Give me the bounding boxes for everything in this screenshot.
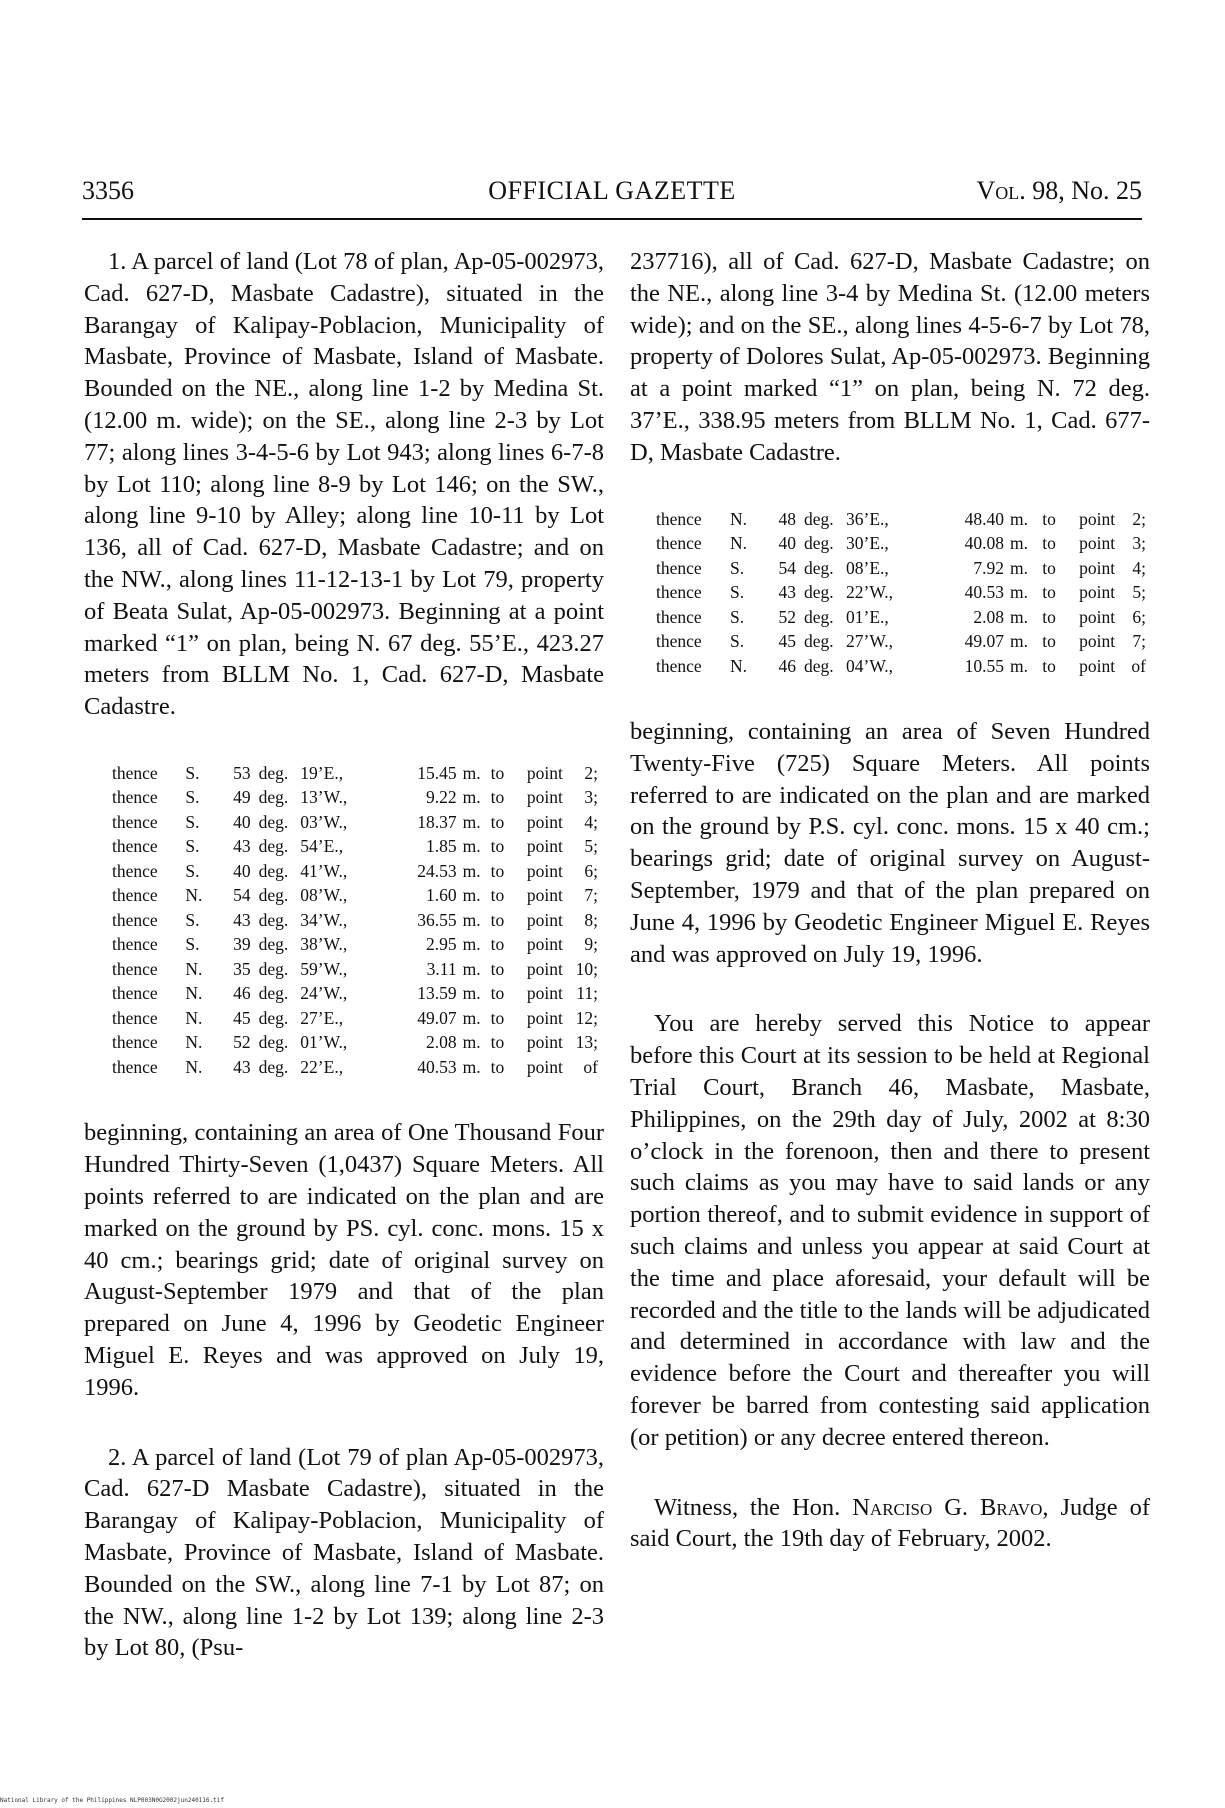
bearing-to: to — [490, 787, 505, 808]
bearing-dist: 2.08 — [973, 606, 1004, 627]
bearing-dir: S. — [730, 582, 745, 603]
bearing-unit: m. — [1010, 606, 1028, 627]
bearing-dist: 18.37 — [417, 811, 457, 832]
bearing-row — [112, 1055, 598, 1080]
bearing-degw: deg. — [258, 934, 289, 955]
bearing-num: 10; — [575, 958, 598, 979]
bearing-num: 2; — [584, 762, 598, 783]
bearing-unit: m. — [462, 1032, 481, 1053]
bearing-to: to — [1042, 655, 1056, 676]
bearing-row — [656, 654, 1146, 679]
bearing-num: 3; — [1132, 533, 1146, 554]
bearing-point: point — [526, 860, 563, 881]
volume-issue — [976, 176, 1142, 206]
bearing-num: 4; — [1132, 557, 1146, 578]
bearing-min: 08’W., — [300, 885, 348, 906]
bearing-min: 54’E., — [300, 836, 344, 857]
bearing-degw: deg. — [258, 811, 289, 832]
bearing-unit: m. — [462, 860, 481, 881]
right-column — [630, 246, 1150, 1555]
bearing-dist: 3.11 — [426, 958, 457, 979]
bearing-num: 7; — [584, 885, 598, 906]
bearing-point: point — [1079, 508, 1116, 529]
bearing-unit: m. — [1010, 557, 1028, 578]
bearing-min: 24’W., — [300, 983, 348, 1004]
bearing-min: 01’W., — [300, 1032, 348, 1053]
bearing-point: point — [1079, 655, 1116, 676]
bearing-to: to — [490, 836, 505, 857]
bearing-degw: deg. — [804, 508, 834, 529]
bearing-row — [112, 834, 598, 859]
bearing-min: 19’E., — [300, 762, 344, 783]
bearing-deg: 54 — [233, 885, 251, 906]
bearing-deg: 54 — [778, 557, 796, 578]
bearing-to: to — [490, 934, 505, 955]
bearing-dir: N. — [185, 983, 203, 1004]
bearing-deg: 46 — [778, 655, 796, 676]
spacer — [630, 970, 1150, 1008]
bearing-deg: 43 — [778, 582, 796, 603]
bearing-thence: thence — [112, 1056, 158, 1077]
bearing-degw: deg. — [258, 1007, 289, 1028]
bearing-degw: deg. — [258, 836, 289, 857]
bearing-dir: N. — [185, 1032, 203, 1053]
bearing-thence: thence — [656, 606, 702, 627]
bearing-thence: thence — [112, 1007, 158, 1028]
bearing-point: point — [1079, 606, 1116, 627]
bearing-degw: deg. — [258, 983, 289, 1004]
bearing-unit: m. — [1010, 655, 1028, 676]
parcel1-description: 1. A parcel of land (Lot 78 of plan, Ap-05-002973, Cad. 627-D, Masbate Cadastre), situated in the Barangay of Kalipay-Poblacion, Municipality of Masbate, Province of Masbate, Island of Masbate. Bounded on the NE., along line 1-2 by Medina St. (12.00 m. wide); on the SE., along line 2-3 by Lot 77; along lines 3-4-5-6 by Lot 943; along lines 6-7-8 by Lot 110; along line 8-9 by Lot 146; on the SW., along line 9-10 by Alley; along line 10-11 by Lot 136, all of Cad. 627-D, Masbate Cadastre; and on the NW., along lines 11-12-13-1 by Lot 79, property of Beata Sulat, Ap-05-002973. Beginning at a point marked “1” on plan, being N. 67 deg. 55’E., 423.27 meters from BLLM No. 1, Cad. 627-D, Masbate Cadastre. — [84, 248, 604, 721]
bearing-min: 30’E., — [846, 533, 889, 554]
bearing-min: 36’E., — [846, 508, 889, 529]
bearing-thence: thence — [112, 836, 158, 857]
bearing-degw: deg. — [258, 1032, 289, 1053]
bearing-point: point — [526, 787, 563, 808]
bearing-row — [112, 859, 598, 884]
bearing-to: to — [1042, 631, 1056, 652]
bearing-row — [112, 1006, 598, 1031]
bearing-thence: thence — [656, 655, 702, 676]
bearing-point: point — [526, 811, 563, 832]
publication-title: OFFICIAL GAZETTE — [488, 176, 736, 205]
bearing-unit: m. — [1010, 631, 1028, 652]
bearing-deg: 45 — [778, 631, 796, 652]
bearing-deg: 46 — [233, 983, 251, 1004]
bearing-row — [112, 761, 598, 786]
bearing-thence: thence — [112, 860, 158, 881]
bearing-dir: S. — [185, 762, 200, 783]
bearing-unit: m. — [462, 787, 481, 808]
spacer — [630, 469, 1150, 507]
spacer — [630, 1454, 1150, 1492]
bearing-unit: m. — [462, 811, 481, 832]
bearing-dir: S. — [185, 787, 200, 808]
bearing-thence: thence — [656, 631, 702, 652]
page-number: 3356 — [82, 176, 134, 205]
bearing-dir: S. — [185, 860, 200, 881]
bearing-row — [112, 908, 598, 933]
header-rule — [82, 218, 1142, 220]
judge-name: Narciso G. Bravo — [852, 1493, 1043, 1521]
parcel2-closing: beginning, containing an area of Seven Hundred Twenty-Five (725) Square Meters. All points referred to are indicated on the plan and are marked on the ground by P.S. cyl. conc. mons. 15 x 40 cm.; bearings grid; date of original survey on August-September, 1979 and that of the plan prepared on June 4, 1996 by Geodetic Engineer Miguel E. Reyes and was approved on July 19, 1996. — [630, 718, 1150, 968]
bearing-thence: thence — [112, 1032, 158, 1053]
bearing-to: to — [490, 958, 505, 979]
bearing-unit: m. — [462, 1056, 481, 1077]
bearing-row — [656, 556, 1146, 581]
bearing-dist: 24.53 — [417, 860, 457, 881]
bearing-deg: 40 — [233, 811, 251, 832]
bearing-min: 03’W., — [300, 811, 348, 832]
bearing-degw: deg. — [258, 860, 289, 881]
bearing-unit: m. — [462, 983, 481, 1004]
bearing-deg: 43 — [233, 836, 251, 857]
bearing-row — [112, 957, 598, 982]
bearing-point: point — [526, 1032, 563, 1053]
parcel1-bearings-table — [112, 761, 598, 1080]
left-column — [84, 246, 604, 1664]
bearing-thence: thence — [656, 508, 702, 529]
bearing-num: of — [583, 1056, 598, 1077]
bearing-deg: 52 — [778, 606, 796, 627]
bearing-thence: thence — [112, 762, 158, 783]
bearing-degw: deg. — [804, 533, 834, 554]
bearing-degw: deg. — [258, 762, 289, 783]
bearing-dir: S. — [730, 557, 745, 578]
volume-number: 98, No. 25 — [1025, 176, 1142, 205]
bearing-dir: N. — [185, 1007, 203, 1028]
bearing-degw: deg. — [258, 787, 289, 808]
bearing-deg: 49 — [233, 787, 251, 808]
bearing-num: 7; — [1132, 631, 1146, 652]
bearing-point: point — [1079, 557, 1116, 578]
parcel1-closing: beginning, containing an area of One Thousand Four Hundred Thirty-Seven (1,0437) Square Meters. All points referred to are indicated on the plan and are marked on the ground by PS. cyl. conc. mons. 15 x 40 cm.; bearings grid; date of original survey on August-September 1979 and that of the plan prepared on June 4, 1996 by Geodetic Engineer Miguel E. Reyes and was approved on July 19, 1996. — [84, 1119, 604, 1401]
bearing-dir: S. — [730, 631, 745, 652]
bearing-thence: thence — [112, 811, 158, 832]
bearing-point: point — [526, 934, 563, 955]
parcel2-description-cont: 237716), all of Cad. 627-D, Masbate Cadastre; on the NE., along line 3-4 by Medina St. (12.00 meters wide); and on the SE., along lines 4-5-6-7 by Lot 78, property of Dolores Sulat, Ap-05-002973. Beginning at a point marked “1” on plan, being N. 72 deg. 37’E., 338.95 meters from BLLM No. 1, Cad. 677-D, Masbate Cadastre. — [630, 248, 1150, 466]
bearing-num: 11; — [576, 983, 598, 1004]
bearing-dist: 36.55 — [417, 909, 457, 930]
bearing-deg: 43 — [233, 1056, 251, 1077]
spacer — [84, 1079, 604, 1117]
bearing-dir: S. — [185, 909, 200, 930]
bearing-num: 13; — [575, 1032, 598, 1053]
bearing-to: to — [490, 860, 505, 881]
bearing-unit: m. — [1010, 582, 1028, 603]
bearing-min: 38’W., — [300, 934, 348, 955]
bearing-degw: deg. — [804, 655, 834, 676]
bearing-dir: S. — [185, 836, 200, 857]
spacer — [84, 1404, 604, 1442]
bearing-min: 13’W., — [300, 787, 348, 808]
bearing-num: 5; — [584, 836, 598, 857]
bearing-unit: m. — [1010, 508, 1028, 529]
bearing-to: to — [490, 885, 505, 906]
bearing-to: to — [1042, 508, 1056, 529]
bearing-row — [656, 531, 1146, 556]
bearing-num: 6; — [584, 860, 598, 881]
bearing-to: to — [490, 1032, 505, 1053]
parcel2-bearings-table — [656, 507, 1146, 679]
bearing-to: to — [1042, 606, 1056, 627]
bearing-dir: N. — [185, 885, 203, 906]
bearing-dir: N. — [185, 1056, 203, 1077]
bearing-thence: thence — [112, 885, 158, 906]
bearing-point: point — [526, 909, 563, 930]
bearing-dir: S. — [185, 934, 200, 955]
bearing-row — [112, 932, 598, 957]
bearing-unit: m. — [1010, 533, 1028, 554]
page-header — [82, 176, 1142, 212]
bearing-num: 5; — [1132, 582, 1146, 603]
bearing-point: point — [526, 885, 563, 906]
bearing-row — [112, 785, 598, 810]
bearing-row — [112, 1030, 598, 1055]
bearing-dist: 13.59 — [417, 983, 457, 1004]
bearing-point: point — [526, 836, 563, 857]
bearing-dist: 10.55 — [964, 655, 1004, 676]
bearing-unit: m. — [462, 885, 481, 906]
bearing-unit: m. — [462, 934, 481, 955]
bearing-point: point — [1079, 631, 1116, 652]
bearing-thence: thence — [656, 557, 702, 578]
bearing-deg: 35 — [233, 958, 251, 979]
bearing-degw: deg. — [258, 885, 289, 906]
witness-prefix: Witness, the Hon. — [654, 1493, 853, 1521]
bearing-deg: 53 — [233, 762, 251, 783]
notice-paragraph: You are hereby served this Notice to appear before this Court at its session to be held at Regional Trial Court, Branch 46, Masbate, Masbate, Philippines, on the 29th day of July, 2002 at 8:30 o’clock in the forenoon, then and there to present such claims as you may have to said lands or any portion thereof, and to submit evidence in support of such claims and unless you appear at said Court at the time and place aforesaid, your default will be recorded and the title to the lands will be adjudicated and determined in accordance with law and the evidence before the Court and thereafter you will forever be barred from contesting said application (or petition) or any decree entered thereon. — [630, 1010, 1150, 1451]
bearing-num: 6; — [1132, 606, 1146, 627]
bearing-min: 01’E., — [846, 606, 889, 627]
bearing-dist: 15.45 — [417, 762, 457, 783]
bearing-thence: thence — [656, 533, 702, 554]
bearing-to: to — [490, 762, 505, 783]
bearing-dist: 40.08 — [964, 533, 1004, 554]
bearing-point: point — [1079, 533, 1116, 554]
bearing-to: to — [490, 811, 505, 832]
bearing-deg: 39 — [233, 934, 251, 955]
bearing-thence: thence — [112, 958, 158, 979]
bearing-dist: 1.60 — [426, 885, 457, 906]
bearing-dist: 9.22 — [426, 787, 457, 808]
bearing-degw: deg. — [804, 582, 834, 603]
bearing-dir: N. — [730, 655, 748, 676]
bearing-dist: 40.53 — [417, 1056, 457, 1077]
bearing-dist: 2.08 — [426, 1032, 457, 1053]
witness-suffix: , Judge of said Court, the 19th day of February, 2002. — [630, 1493, 1150, 1553]
bearing-dist: 49.07 — [964, 631, 1004, 652]
scan-footer: National Library of the Philippines NLP003N0G2002jun240116.tif — [0, 1797, 224, 1804]
bearing-unit: m. — [462, 1007, 481, 1028]
bearing-to: to — [490, 1007, 505, 1028]
bearing-deg: 43 — [233, 909, 251, 930]
bearing-min: 27’W., — [846, 631, 893, 652]
bearing-min: 59’W., — [300, 958, 348, 979]
bearing-min: 22’E., — [300, 1056, 344, 1077]
bearing-num: 9; — [584, 934, 598, 955]
bearing-unit: m. — [462, 762, 481, 783]
bearing-to: to — [490, 909, 505, 930]
bearing-min: 41’W., — [300, 860, 348, 881]
bearing-dir: N. — [730, 508, 748, 529]
bearing-unit: m. — [462, 909, 481, 930]
bearing-to: to — [490, 1056, 505, 1077]
bearing-row — [656, 507, 1146, 532]
bearing-deg: 52 — [233, 1032, 251, 1053]
bearing-thence: thence — [112, 909, 158, 930]
bearing-point: point — [526, 1056, 563, 1077]
bearing-row — [656, 580, 1146, 605]
bearing-min: 22’W., — [846, 582, 893, 603]
bearing-row — [112, 810, 598, 835]
bearing-dir: N. — [730, 533, 748, 554]
bearing-dist: 48.40 — [964, 508, 1004, 529]
bearing-dir: N. — [185, 958, 203, 979]
bearing-num: 3; — [584, 787, 598, 808]
bearing-degw: deg. — [258, 1056, 289, 1077]
bearing-dist: 1.85 — [426, 836, 457, 857]
bearing-deg: 48 — [778, 508, 796, 529]
bearing-thence: thence — [656, 582, 702, 603]
bearing-dist: 7.92 — [973, 557, 1004, 578]
bearing-deg: 45 — [233, 1007, 251, 1028]
bearing-degw: deg. — [258, 958, 289, 979]
bearing-thence: thence — [112, 934, 158, 955]
bearing-min: 34’W., — [300, 909, 348, 930]
bearing-to: to — [1042, 533, 1056, 554]
bearing-num: 2; — [1132, 508, 1146, 529]
bearing-thence: thence — [112, 787, 158, 808]
bearing-unit: m. — [462, 836, 481, 857]
bearing-num: 8; — [584, 909, 598, 930]
bearing-point: point — [1079, 582, 1116, 603]
spacer — [84, 723, 604, 761]
spacer — [630, 678, 1150, 716]
bearing-deg: 40 — [233, 860, 251, 881]
bearing-dist: 49.07 — [417, 1007, 457, 1028]
bearing-point: point — [526, 1007, 563, 1028]
bearing-dir: S. — [730, 606, 745, 627]
bearing-min: 27’E., — [300, 1007, 344, 1028]
bearing-row — [656, 605, 1146, 630]
witness-paragraph — [630, 1492, 1150, 1556]
bearing-point: point — [526, 762, 563, 783]
bearing-num: 4; — [584, 811, 598, 832]
bearing-point: point — [526, 983, 563, 1004]
bearing-degw: deg. — [804, 606, 834, 627]
bearing-to: to — [1042, 557, 1056, 578]
bearing-dir: S. — [185, 811, 200, 832]
bearing-row — [656, 629, 1146, 654]
bearing-thence: thence — [112, 983, 158, 1004]
bearing-num: 12; — [575, 1007, 598, 1028]
bearing-to: to — [490, 983, 505, 1004]
bearing-dist: 2.95 — [426, 934, 457, 955]
bearing-point: point — [526, 958, 563, 979]
bearing-row — [112, 981, 598, 1006]
bearing-min: 08’E., — [846, 557, 889, 578]
bearing-degw: deg. — [258, 909, 289, 930]
bearing-to: to — [1042, 582, 1056, 603]
bearing-degw: deg. — [804, 631, 834, 652]
bearing-unit: m. — [462, 958, 481, 979]
parcel2-description-start: 2. A parcel of land (Lot 79 of plan Ap-05-002973, Cad. 627-D Masbate Cadastre), situated in the Barangay of Kalipay-Poblacion, Municipality of Masbate, Province of Masbate, Island of Masbate. Bounded on the SW., along line 7-1 by Lot 87; on the NW., along line 1-2 by Lot 139; along line 2-3 by Lot 80, (Psu- — [84, 1443, 604, 1662]
bearing-min: 04’W., — [846, 655, 893, 676]
bearing-deg: 40 — [778, 533, 796, 554]
bearing-num: of — [1131, 655, 1146, 676]
bearing-degw: deg. — [804, 557, 834, 578]
bearing-row — [112, 883, 598, 908]
bearing-dist: 40.53 — [964, 582, 1004, 603]
volume-label: Vol. — [976, 176, 1026, 205]
